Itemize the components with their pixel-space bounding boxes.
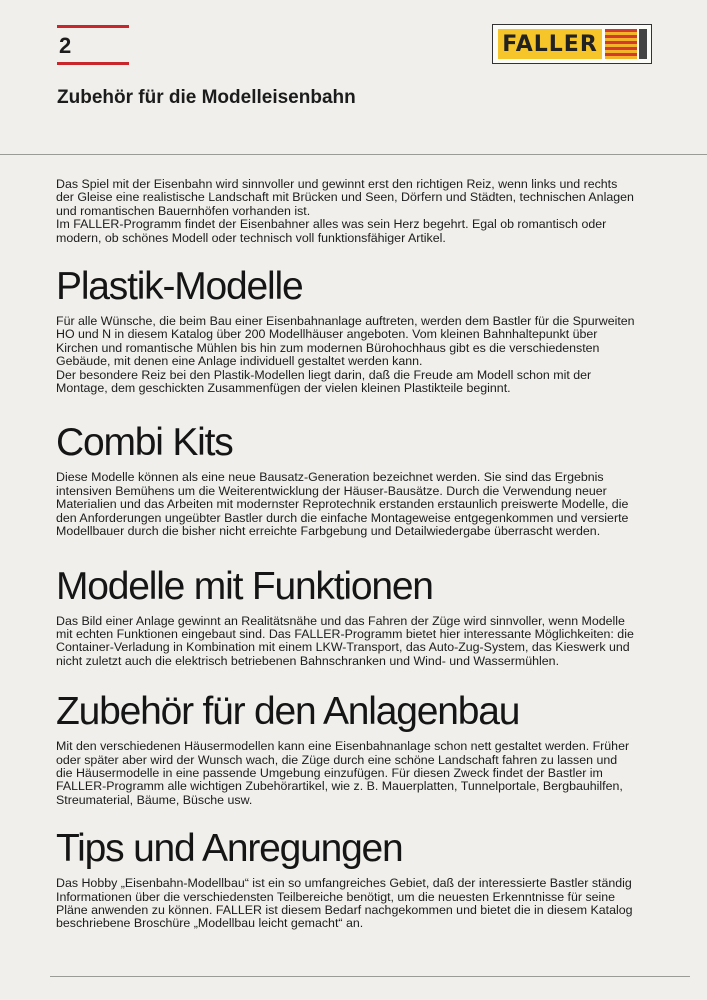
heading-combi-kits: Combi Kits: [56, 421, 233, 465]
intro-paragraph: Das Spiel mit der Eisenbahn wird sinnvoller und gewinnt erst den richtigen Reiz, wenn links und rechts der Gleise eine realistische Landschaft mit Brücken und Seen, Dörfern und Städten, technischen Anlagen und romantischen Bauernhöfen vorhanden ist. Im FALLER-Programm findet der Eisenbahner alles was sein Herz begehrt. Egal ob romantisch oder modern, ob schönes Modell oder technisch voll funktionsfähiger Artikel.: [56, 177, 634, 245]
heading-zubehoer-anlagenbau: Zubehör für den Anlagenbau: [56, 690, 520, 734]
footer-divider: [50, 976, 690, 977]
logo-stripes-icon: [605, 29, 637, 59]
text-tips-und-anregungen: Das Hobby „Eisenbahn-Modellbau“ ist ein so umfangreiches Gebiet, daß der interessierte Bastler ständig Informationen über die verschiedensten Teilbereiche benötigt, um die neuesten Erkenntnisse für seine Pläne anwenden zu können. FALLER ist diesem Bedarf nachgekommen und bietet die in diesem Katalog beschriebene Broschüre „Modellbau leicht gemacht“ an.: [56, 876, 633, 931]
header-divider: [0, 154, 707, 155]
heading-tips-und-anregungen: Tips und Anregungen: [56, 827, 403, 871]
page-content: [56, 178, 636, 931]
text-plastik-modelle: Für alle Wünsche, die beim Bau einer Eisenbahnanlage auftreten, werden dem Bastler für die Spurweiten HO und N in diesem Katalog über 200 Modellhäuser angeboten. Vom kleinen Bahnhaltepunkt über Kirchen und romantische Mühlen bis hin zum modernen Bürohochhaus gibt es die verschiedensten Gebäude, mit denen eine Anlage individuell gestaltet werden kann. Der besondere Reiz bei den Plastik-Modellen liegt darin, daß die Freude am Modell schon mit der Montage, dem geschickten Zusammenfügen der vielen kleinen Plastikteile beginnt.: [56, 314, 635, 396]
text-modelle-mit-funktionen: Das Bild einer Anlage gewinnt an Realitätsnähe und das Fahren der Züge wird sinnvoller, wenn Modelle mit echten Funktionen eingebaut sind. Das FALLER-Programm bietet hier interessante Möglichkeiten: die Container-Verladung in Kombination mit einem LKW-Transport, das Auto-Zug-System, das Kieswerk und nicht zuletzt auch die elektrisch betriebenen Bahnschranken und Wind- und Wassermühlen.: [56, 613, 634, 668]
text-combi-kits: Diese Modelle können als eine neue Bausatz-Generation bezeichnet werden. Sie sind das Ergebnis intensiven Bemühens um die Weiterentwicklung der Häuser-Bausätze. Durch die Verwendung neuer Materialien und das Arbeiten mit modernster Reprotechnik erstanden erstaunlich preiswerte Modelle, die den Anforderungen ungeübter Bastler durch die einfache Montageweise entgegenkommen und versierte Modellbauer durch die bisher nicht erreichte Farbgebung und Detailwiedergabe überrascht werden.: [56, 470, 629, 539]
logo-end-block: [639, 29, 647, 59]
heading-modelle-mit-funktionen: Modelle mit Funktionen: [56, 564, 433, 608]
page-number-bar-bottom: [57, 62, 129, 65]
logo-text: FALLER: [502, 31, 598, 57]
text-zubehoer-anlagenbau: Mit den verschiedenen Häusermodellen kann eine Eisenbahnanlage schon nett gestaltet werden. Früher oder später aber wird der Wunsch wach, die Züge durch eine schöne Landschaft fahren zu lassen und die Häusermodelle in eine passende Umgebung einzufügen. Für diesen Zweck findet der Bastler im FALLER-Programm alle wichtigen Zubehörartikel, wie z. B. Mauerplatten, Tunnelportale, Bergbauhilfen, Streumaterial, Bäume, Büsche usw.: [56, 739, 630, 807]
page-number-bar-top: [57, 25, 129, 28]
faller-logo: [492, 24, 652, 64]
heading-plastik-modelle: Plastik-Modelle: [56, 265, 303, 309]
page-number: 2: [59, 33, 72, 58]
page-subtitle: Zubehör für die Modelleisenbahn: [57, 87, 356, 108]
logo-wordmark-box: [498, 29, 602, 59]
